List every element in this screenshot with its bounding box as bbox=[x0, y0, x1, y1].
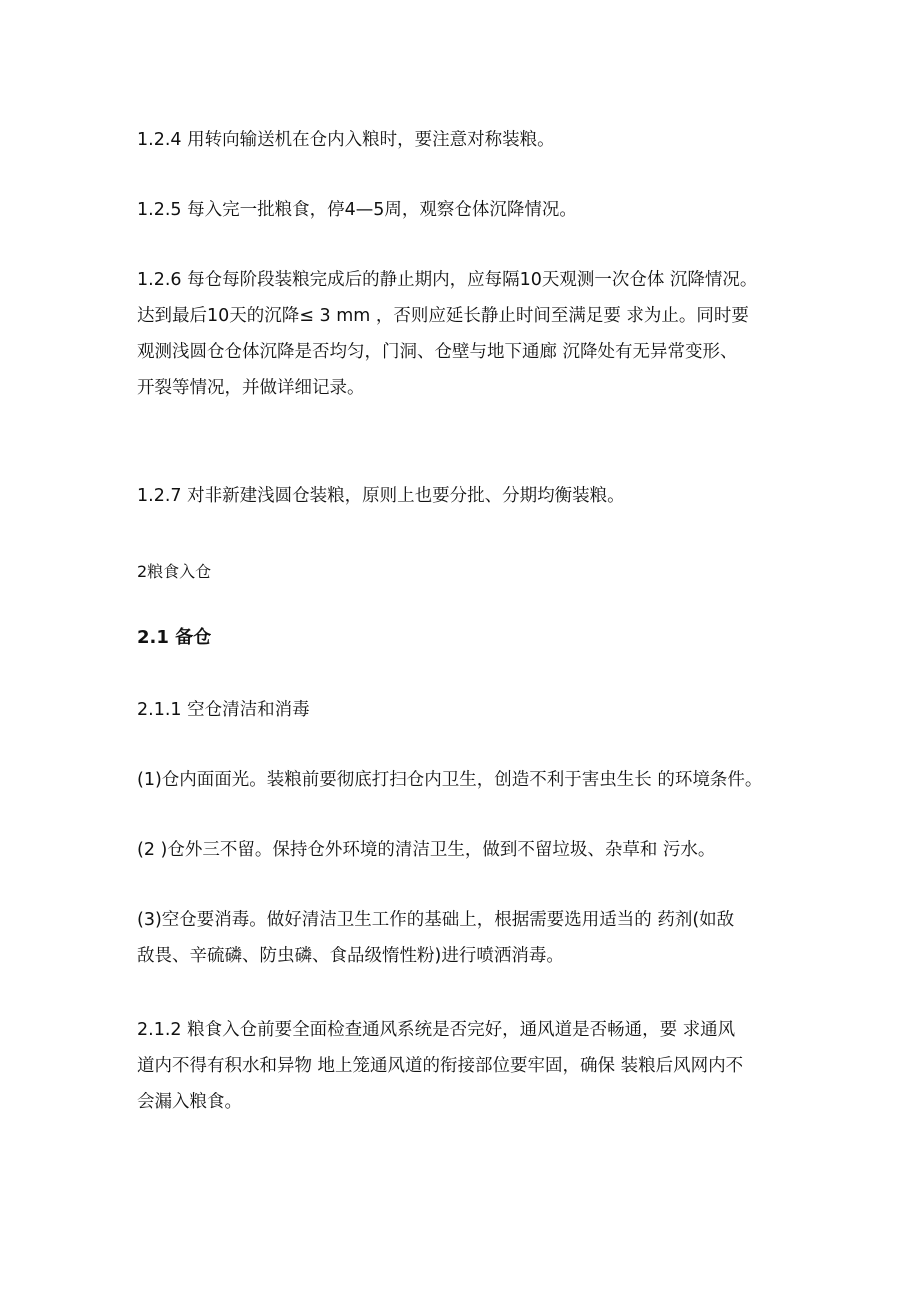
subsection-heading-2-1-1: 2.1.1 空仓清洁和消毒 bbox=[137, 700, 310, 720]
list-item-1: (1)仓内面面光。装粮前要彻底打扫仓内卫生，创造不利于害虫生长 的环境条件。 bbox=[137, 770, 763, 790]
paragraph-line: 会漏入粮食。 bbox=[137, 1092, 242, 1112]
paragraph-line: 达到最后10天的沉降≤ 3 mm ，否则应延长静止时间至满足要 求为止。同时要 bbox=[137, 306, 749, 326]
list-item-3 bbox=[137, 902, 792, 974]
paragraph-line: 2.1.2 粮食入仓前要全面检查通风系统是否完好，通风道是否畅通，要 求通风 bbox=[137, 1020, 736, 1040]
paragraph-line: 1.2.6 每仓每阶段装粮完成后的静止期内，应每隔10天观测一次仓体 沉降情况。 bbox=[137, 270, 758, 290]
paragraph-2-1-2 bbox=[137, 1012, 792, 1120]
paragraph-1-2-5: 1.2.5 每入完一批粮食，停4—5周，观察仓体沉降情况。 bbox=[137, 200, 577, 220]
paragraph-1-2-7: 1.2.7 对非新建浅圆仓装粮，原则上也要分批、分期均衡装粮。 bbox=[137, 486, 625, 506]
section-heading-2-1: 2.1 备仓 bbox=[137, 627, 212, 648]
paragraph-1-2-4: 1.2.4 用转向输送机在仓内入粮时，要注意对称装粮。 bbox=[137, 130, 555, 150]
paragraph-line: 道内不得有积水和异物 地上笼通风道的衔接部位要牢固，确保 装粮后风网内不 bbox=[137, 1056, 744, 1076]
paragraph-line: 开裂等情况，并做详细记录。 bbox=[137, 378, 365, 398]
section-heading-2: 2粮食入仓 bbox=[137, 562, 212, 581]
paragraph-line: 敌畏、辛硫磷、防虫磷、食品级惰性粉)进行喷洒消毒。 bbox=[137, 946, 564, 966]
paragraph-line: (3)空仓要消毒。做好清洁卫生工作的基础上，根据需要选用适当的 药剂(如敌 bbox=[137, 910, 735, 930]
paragraph-line: 观测浅圆仓仓体沉降是否均匀，门洞、仓壁与地下通廊 沉降处有无异常变形、 bbox=[137, 342, 738, 362]
list-item-2: (2 )仓外三不留。保持仓外环境的清洁卫生，做到不留垃圾、杂草和 污水。 bbox=[137, 840, 716, 860]
paragraph-1-2-6 bbox=[137, 262, 792, 406]
